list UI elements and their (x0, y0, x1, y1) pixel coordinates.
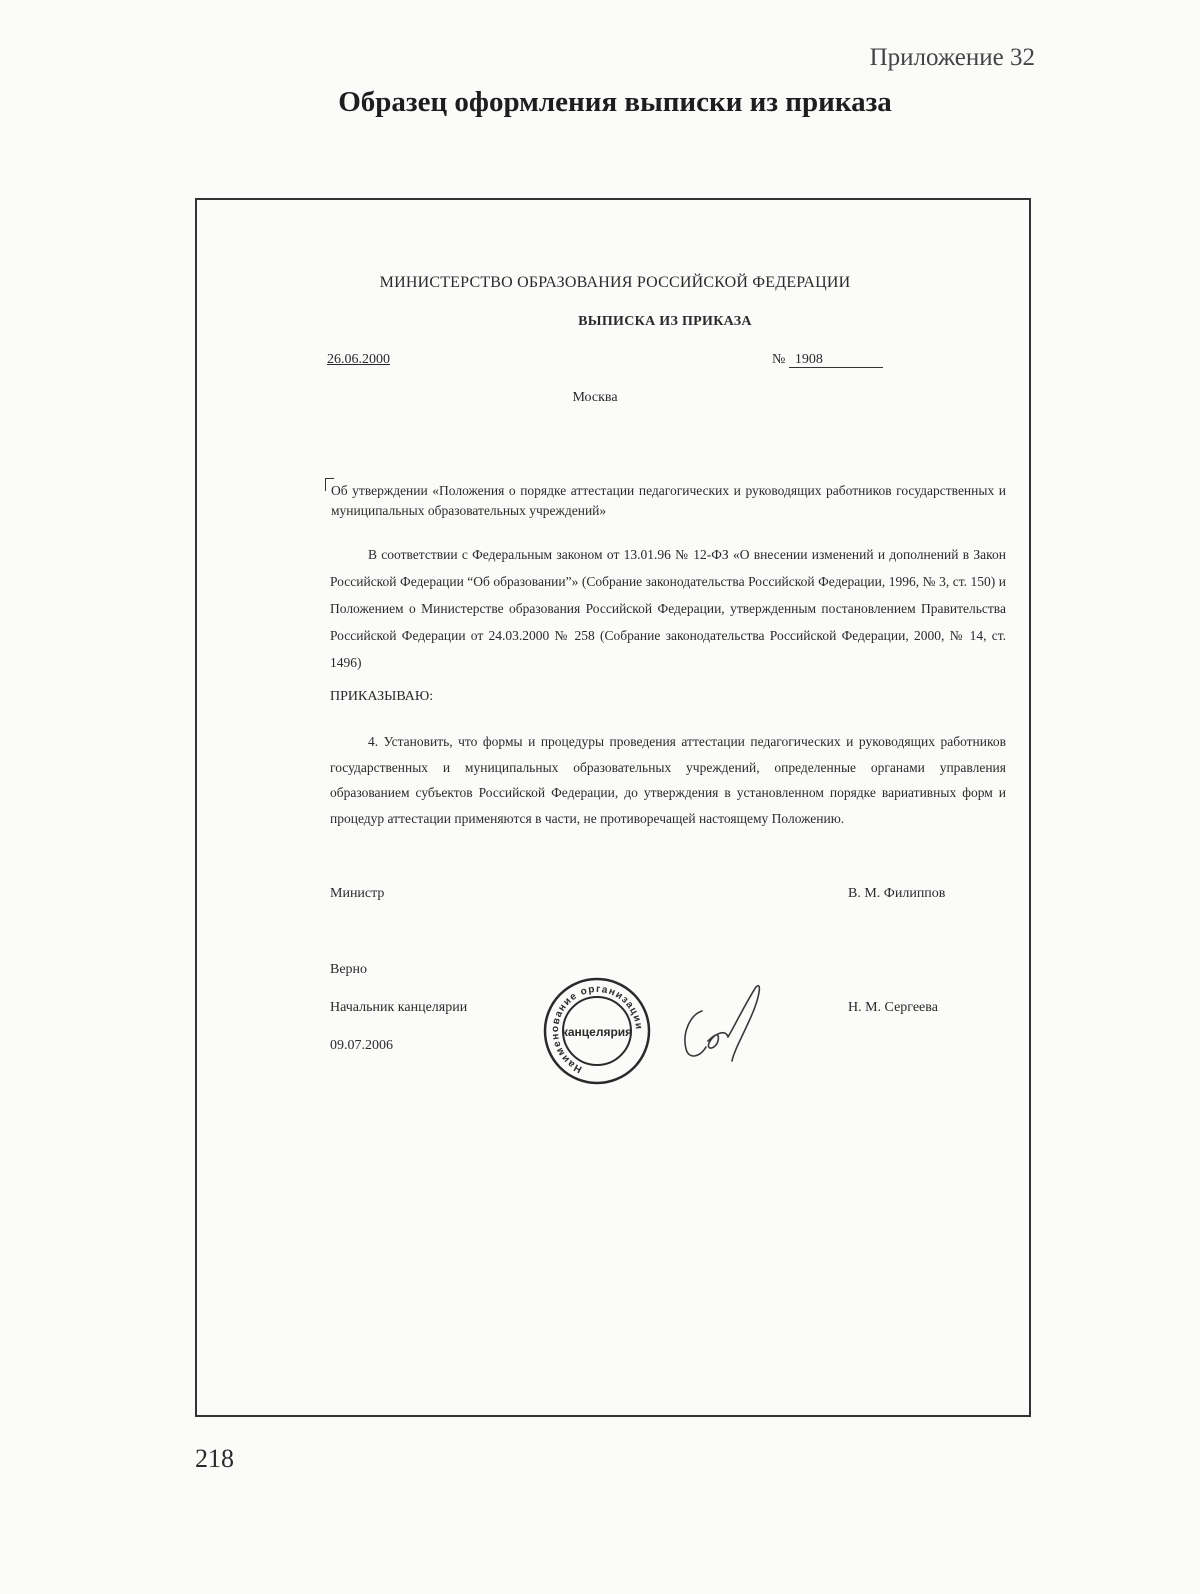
signer-name: В. М. Филиппов (848, 886, 946, 901)
order-item-paragraph: 4. Установить, что формы и процедуры проведения аттестации педагогических и руководящих работников государственных и муниципальных образовательных учреждений, определенные органами управления образованием субъектов Российской Федерации, до утверждения в установленном порядке вариативных форм и процедур аттестации применяются в части, не противоречащей настоящему Положению. (330, 734, 1006, 826)
certification-mark: Верно (330, 962, 368, 977)
signer-position: Министр (330, 886, 385, 901)
page-number: 218 (195, 1444, 234, 1473)
order-word: ПРИКАЗЫВАЮ: (330, 689, 434, 704)
chief-name: Н. М. Сергеева (848, 1000, 938, 1015)
stamp-center-text: канцелярия (561, 1025, 633, 1039)
document-type: ВЫПИСКА ИЗ ПРИКАЗА (578, 314, 752, 329)
document-date: 26.06.2000 (327, 352, 390, 367)
handwritten-signature (676, 981, 768, 1065)
chief-position: Начальник канцелярии (330, 1000, 468, 1015)
ministry-name: МИНИСТЕРСТВО ОБРАЗОВАНИЯ РОССИЙСКОЙ ФЕДЕРАЦИИ (379, 274, 851, 291)
copy-date: 09.07.2006 (330, 1038, 393, 1053)
office-stamp (534, 974, 660, 1088)
document-city: Москва (572, 390, 618, 405)
document-number-field (772, 352, 883, 368)
number-sign: № (772, 352, 786, 367)
preamble-paragraph: В соответствии с Федеральным законом от 13.01.96 № 12-ФЗ «О внесении изменений и дополнений в Закон Российской Федерации “Об образовании”» (Собрание законодательства Российской Федерации, 1996, № 3, ст. 150) и Положением о Министерстве образования Российской Федерации, утвержденным постановлением Правительства Российской Федерации от 24.03.2000 № 258 (Собрание законодательства Российской Федерации, 2000, № 14, ст. 1496) (330, 547, 1006, 670)
stamp-ring-text: Наименование организации (549, 983, 645, 1075)
appendix-label: Приложение 32 (869, 44, 1035, 71)
document-subject: Об утверждении «Положения о порядке аттестации педагогических и руководящих работников государственных и муниципальных образовательных учреждений» (331, 483, 1006, 518)
document-number: 1908 (789, 352, 883, 368)
page-title: Образец оформления выписки из приказа (338, 86, 892, 118)
